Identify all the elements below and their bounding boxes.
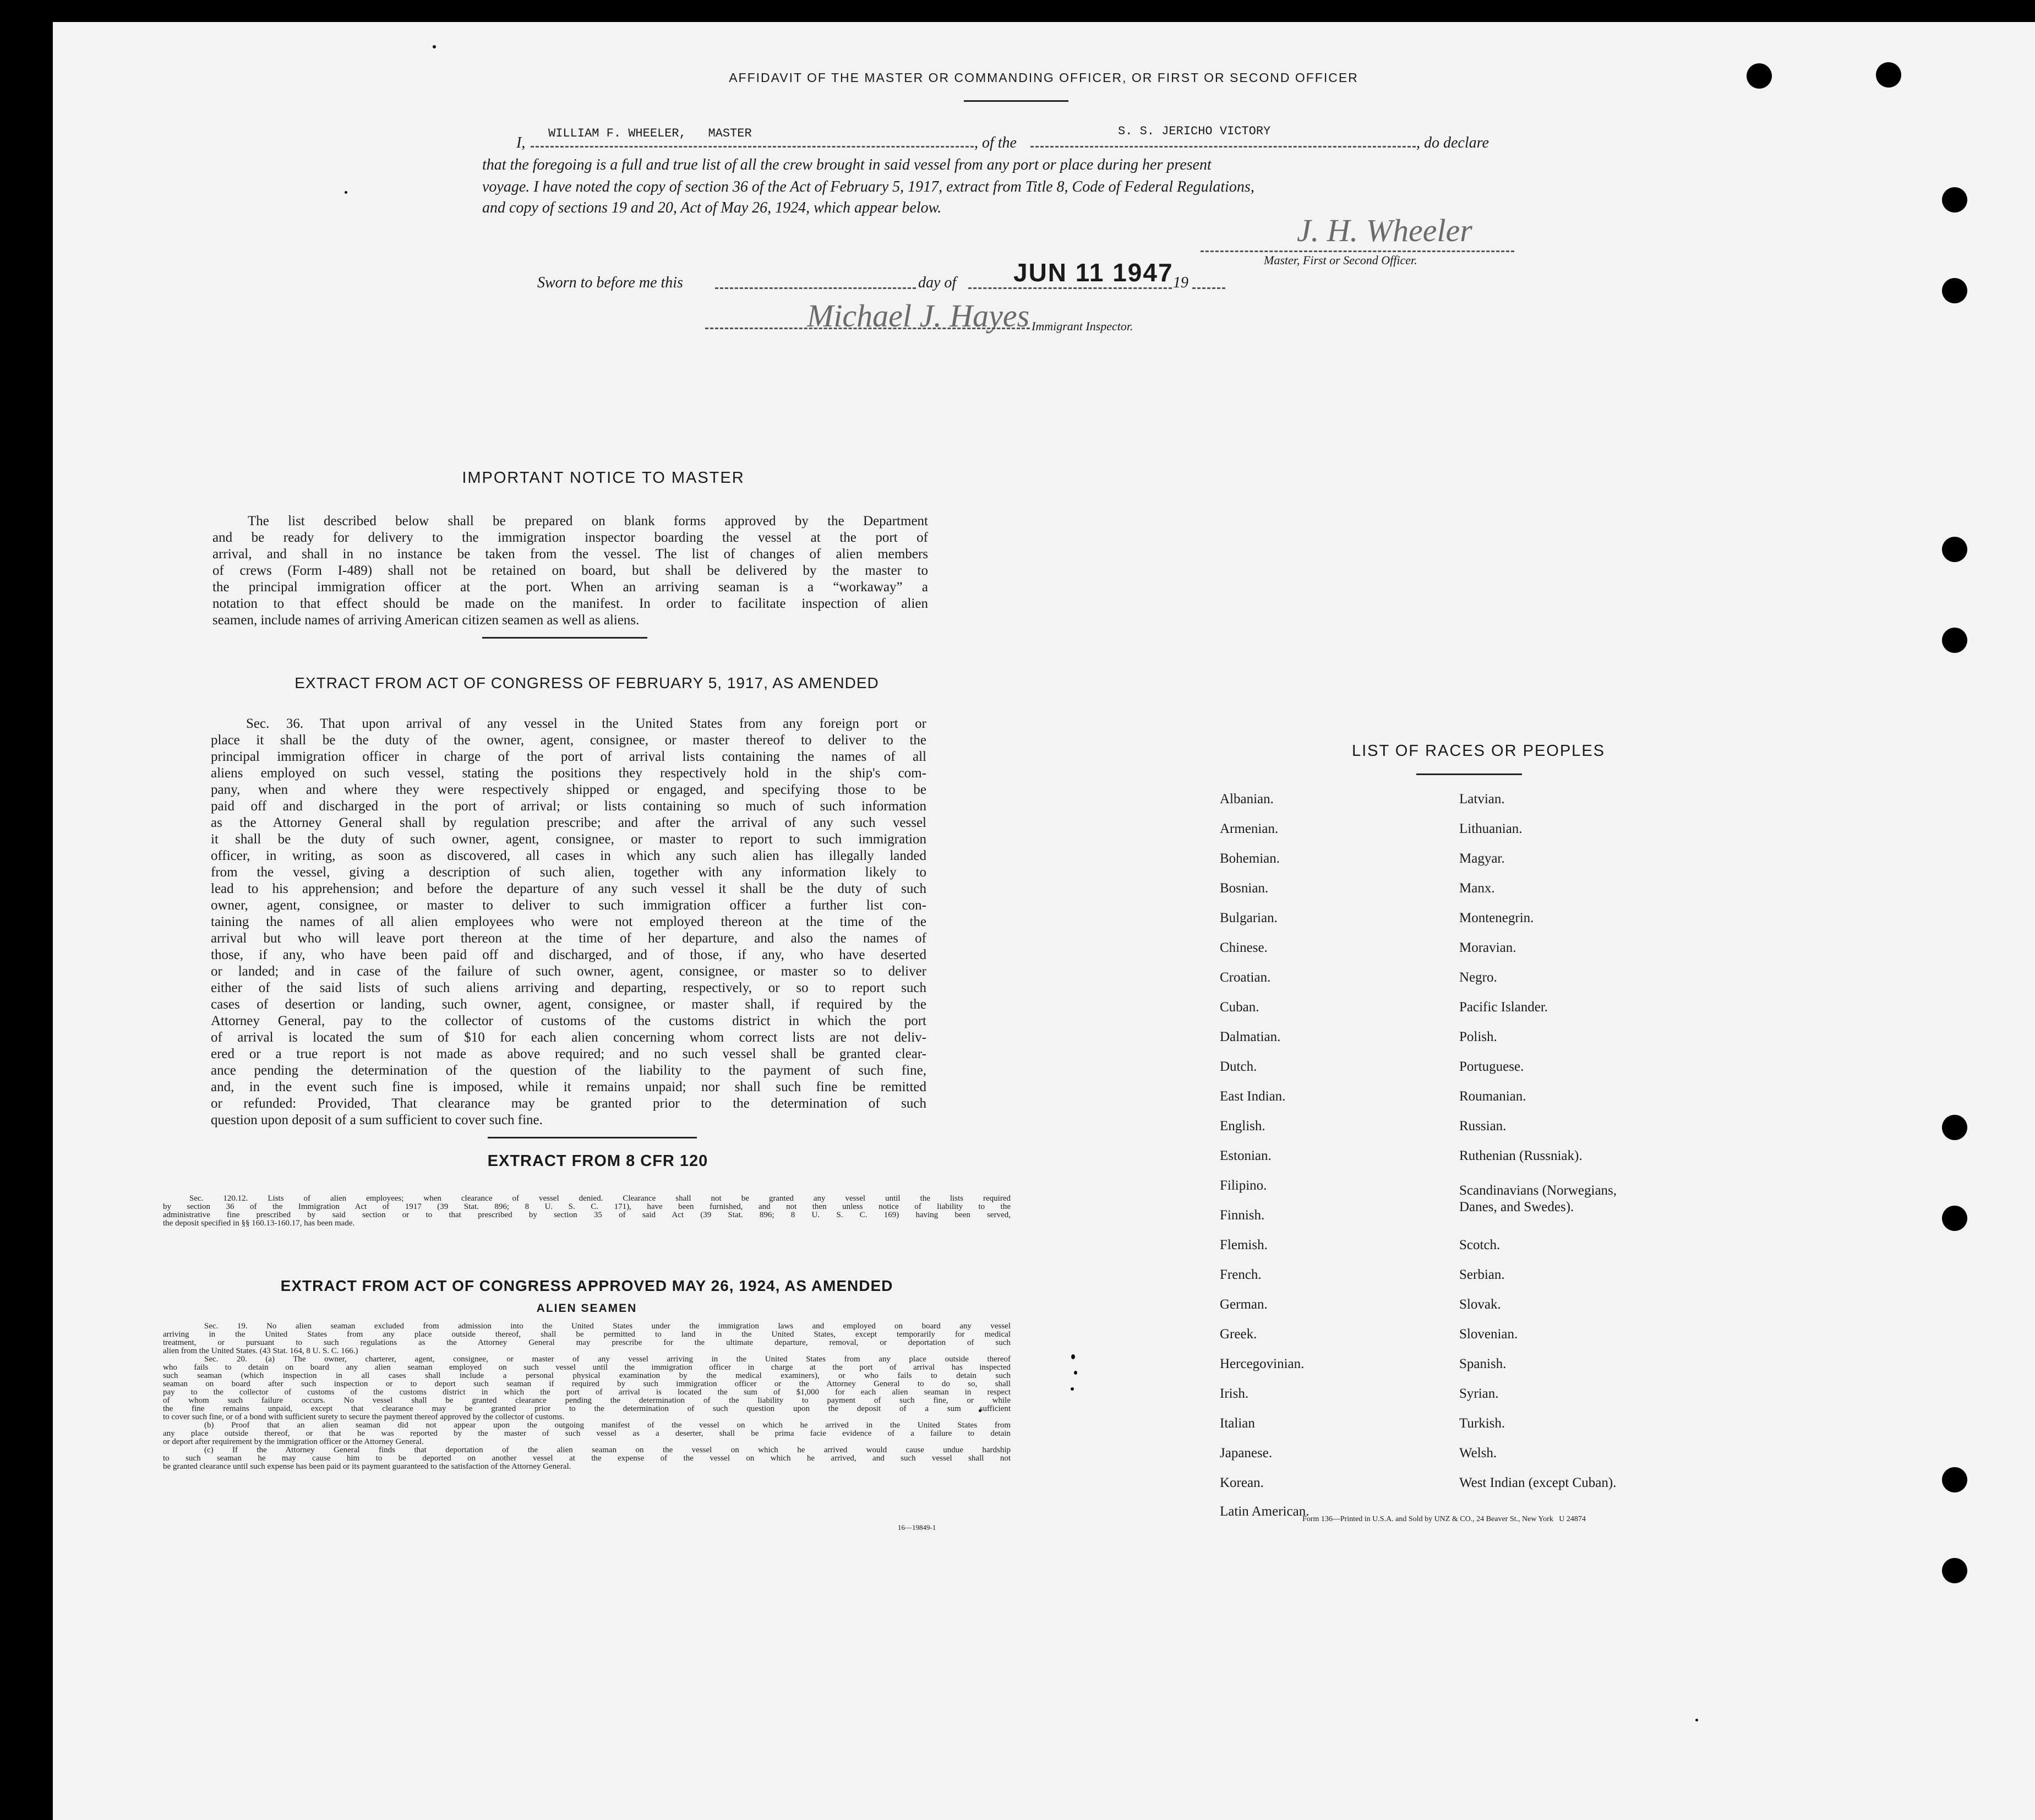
extract-1924-line: (c) If the Attorney General finds that deportation of the alien seaman on the vessel on which he arrived would cause undue hardship [204, 1446, 1011, 1454]
sworn-month-line [968, 287, 1172, 289]
extract-1917-line: pany, when and where they were respectively shipped or engaged, and specifying those to be [211, 782, 926, 797]
punch-hole [1942, 537, 1967, 562]
race-item: Albanian. [1220, 792, 1274, 807]
race-item: West Indian (except Cuban). [1459, 1475, 1617, 1490]
race-item: Irish. [1220, 1386, 1249, 1401]
notice-line: notation to that effect should be made on the manifest. In order to facilitate inspection of alien [212, 596, 928, 611]
extract-1917-line: either of the said lists of such aliens arriving and departing, respectively, or so to report such [211, 980, 926, 995]
punch-hole [1942, 1206, 1967, 1231]
race-item: Japanese. [1220, 1446, 1273, 1461]
race-item: Serbian. [1459, 1267, 1505, 1282]
race-item: Cuban. [1220, 1000, 1259, 1015]
race-item: Polish. [1459, 1029, 1497, 1044]
extract-1917-line: and, in the event such fine is imposed, while it remains unpaid; nor shall such fine be remitted [211, 1080, 926, 1094]
extract-1917-line: or refunded: Provided, That clearance may be granted prior to the determination of such [211, 1096, 926, 1111]
race-item: Hercegovinian. [1220, 1356, 1305, 1371]
affidavit-title: AFFIDAVIT OF THE MASTER OR COMMANDING OFFICER, OR FIRST OR SECOND OFFICER [729, 70, 1359, 85]
extract-1917-line: it shall be the duty of such owner, agent, consignee, or master to report to such immigration [211, 832, 926, 847]
race-item: Chinese. [1220, 940, 1268, 955]
race-item: Ruthenian (Russniak). [1459, 1148, 1583, 1163]
punch-hole [1747, 63, 1772, 89]
extract-1917-line: paid off and discharged in the port of arrival; or lists containing so much of such information [211, 799, 926, 814]
race-item: Slovak. [1459, 1297, 1501, 1312]
race-item: Greek. [1220, 1327, 1257, 1342]
race-item: Croatian. [1220, 970, 1271, 985]
speck [433, 45, 436, 48]
inspector-signature-line [705, 328, 1030, 329]
notice-line: The list described below shall be prepared on blank forms approved by the Department [248, 514, 928, 528]
year-prefix: 19 [1173, 274, 1188, 291]
vessel-name-line [1030, 146, 1416, 148]
sworn-label: Sworn to before me this [537, 274, 683, 291]
extract-1924-line: pay to the collector of customs of the customs district in which the port of arrival is located the sum of $1,000 for each alien seaman in respect [163, 1388, 1011, 1397]
cfr-body [163, 1195, 1011, 1228]
races-title: LIST OF RACES OR PEOPLES [1351, 742, 1606, 760]
extract-1924-line: the fine remains unpaid, except that clearance may be granted prior to the determination of such question upon the deposit of a sum sufficient [163, 1404, 1011, 1413]
race-item: Slovenian. [1459, 1327, 1518, 1342]
extract-1917-line: as the Attorney General shall by regulation prescribe; and after the arrival of any such vessel [211, 815, 926, 830]
extract-1917-body [211, 716, 926, 1129]
master-signature: J. H. Wheeler [1297, 212, 1472, 248]
cfr-title: EXTRACT FROM 8 CFR 120 [487, 1152, 708, 1170]
extract-1924-line: to such seaman he may cause him to be deported on another vessel at the expense of the vessel on which he arrived, and such vessel shall not [163, 1454, 1011, 1463]
race-item: Lithuanian. [1459, 821, 1523, 836]
extract-1917-line: or landed; and in case of the failure of such owner, agent, consignee, or master so to deliver [211, 964, 926, 979]
punch-hole [1942, 1115, 1967, 1140]
extract-1917-line: of arrival is located the sum of $10 for each alien concerning whom correct lists are not deliv- [211, 1030, 926, 1045]
race-item: English. [1220, 1119, 1265, 1134]
extract-1924-body [163, 1322, 1011, 1471]
race-item: Moravian. [1459, 940, 1516, 955]
punch-hole [1942, 278, 1967, 303]
extract-1924-subtitle: ALIEN SEAMEN [536, 1302, 637, 1315]
punch-hole [1942, 1558, 1967, 1583]
cfr-line: administrative fine prescribed by said section or to that prescribed by section 35 of said Act (39 Stat. 896; 8 U. S. C. 169) having been served, [163, 1211, 1011, 1219]
cfr-line: the deposit specified in §§ 160.13-160.17, has been made. [163, 1219, 355, 1228]
race-item: Bulgarian. [1220, 911, 1278, 925]
punch-hole [1942, 187, 1967, 212]
extract-1924-line: seaman on board after such inspection or to deport such seaman if required by such immigration officer or the Attorney General to do so, shall [163, 1380, 1011, 1388]
race-item: Italian [1220, 1416, 1255, 1431]
divider [482, 637, 647, 639]
race-item: Flemish. [1220, 1238, 1268, 1252]
extract-1924-line: of whom such failure occurs. No vessel shall be granted clearance pending the determination of the liability to payment of such fine, or while [163, 1396, 1011, 1405]
notice-line: of crews (Form I-489) shall not be retained on board, but shall be delivered by the master to [212, 563, 928, 578]
sworn-day-line [715, 287, 916, 289]
race-item: Armenian. [1220, 821, 1279, 836]
divider [964, 100, 1068, 102]
extract-1924-line: who fails to detain on board any alien seaman employed on such vessel until the immigration officer in charge at the port of arrival has inspected [163, 1363, 1011, 1372]
sworn-year-line [1192, 287, 1225, 289]
extract-1924-line: Sec. 19. No alien seaman excluded from admission into the United States under the immigration laws and employed on board any vessel [204, 1322, 1011, 1331]
race-item: Scotch. [1459, 1238, 1501, 1252]
race-item: French. [1220, 1267, 1262, 1282]
race-item: Negro. [1459, 970, 1497, 985]
race-item: Turkish. [1459, 1416, 1505, 1431]
master-name-field: WILLIAM F. WHEELER, MASTER [548, 127, 752, 140]
extract-1917-line: ance pending the determination of the question of the liability to the payment of such fine, [211, 1063, 926, 1078]
inspector-signature: Michael J. Hayes [807, 298, 1030, 334]
master-signature-line [1201, 250, 1514, 252]
master-signature-caption: Master, First or Second Officer. [1264, 253, 1417, 267]
notice-body [212, 513, 928, 629]
extract-1924-line: (b) Proof that an alien seaman did not appear upon the outgoing manifest of the vessel on which he arrived in the United States from [204, 1421, 1011, 1430]
extract-1924-line: treatment, or pursuant to such regulations as the Attorney General may prescribe for the ultimate departure, removal, or deportation of such [163, 1338, 1011, 1347]
notice-line: arrival, and shall in no instance be taken from the vessel. The list of changes of alien members [212, 547, 928, 562]
race-item: Latvian. [1459, 792, 1505, 807]
race-item: Roumanian. [1459, 1089, 1526, 1104]
race-item: Finnish. [1220, 1208, 1265, 1223]
extract-1924-line: Sec. 20. (a) The owner, charterer, agent, consignee, or master of any vessel arriving in the United States from any place outside thereof [204, 1355, 1011, 1364]
document-page [53, 22, 2035, 1820]
race-item: Dutch. [1220, 1059, 1257, 1074]
notice-title: IMPORTANT NOTICE TO MASTER [462, 469, 745, 487]
extract-1917-line: lead to his apprehension; and before the departure of any such vessel it shall be the duty of such [211, 881, 926, 896]
notice-line: the principal immigration officer at the port. When an arriving seaman is a “workaway” a [212, 580, 928, 595]
extract-1917-line: Sec. 36. That upon arrival of any vessel in the United States from any foreign port or [246, 716, 926, 731]
race-item: Bosnian. [1220, 881, 1269, 896]
divider [1416, 773, 1522, 775]
extract-1917-line: cases of desertion or landing, such owner, agent, consignee, or master shall, if required by the [211, 997, 926, 1012]
day-of-label: day of [918, 274, 957, 291]
race-item: Estonian. [1220, 1148, 1272, 1163]
race-item: Portuguese. [1459, 1059, 1524, 1074]
extract-1917-title: EXTRACT FROM ACT OF CONGRESS OF FEBRUARY 5, 1917, AS AMENDED [294, 674, 879, 691]
extract-1917-line: taining the names of all alien employees who were not employed thereon at the time of the [211, 914, 926, 929]
affidavit-do-declare: , do declare [1416, 134, 1489, 151]
race-item: Dalmatian. [1220, 1029, 1281, 1044]
race-item: Manx. [1459, 881, 1495, 896]
cfr-line: Sec. 120.12. Lists of alien employees; when clearance of vessel denied. Clearance shall not be granted any vessel until the lists required [189, 1194, 1011, 1203]
extract-1917-line: place it shall be the duty of the owner, agent, consignee, or master thereof to deliver to the [211, 733, 926, 748]
race-item: Magyar. [1459, 851, 1505, 866]
extract-1924-line: any place outside thereof, or that he was reported by the master of such vessel as a deserter, shall be prima facie evidence of a failure to detain [163, 1429, 1011, 1438]
vessel-name-field: S. S. JERICHO VICTORY [1118, 124, 1271, 138]
race-item: German. [1220, 1297, 1268, 1312]
affidavit-body-line-1: that the foregoing is a full and true list of all the crew brought in said vessel from any port or place during her present [482, 156, 1212, 173]
race-item: Spanish. [1459, 1356, 1507, 1371]
race-item: Syrian. [1459, 1386, 1499, 1401]
notice-line: seamen, include names of arriving American citizen seamen as well as aliens. [212, 613, 640, 628]
affidavit-body-line-2: voyage. I have noted the copy of section 36 of the Act of February 5, 1917, extract from Title 8, Code of Federal Regulations, [482, 178, 1254, 195]
race-item: Bohemian. [1220, 851, 1280, 866]
extract-1924-line: to cover such fine, or of a bond with sufficient surety to secure the payment thereof approved by the collector of customs. [163, 1413, 565, 1421]
race-item: Scandinavians (Norwegians, Danes, and Swedes). [1459, 1183, 1617, 1214]
inspector-caption: Immigrant Inspector. [1032, 319, 1133, 333]
extract-1917-line: principal immigration officer in charge of the port of arrival lists containing the names of all [211, 749, 926, 764]
cfr-line: by section 36 of the Immigration Act of 1917 (39 Stat. 896; 8 U. S. C. 171), have been furnished, and not then unless notice of liability to the [163, 1202, 1011, 1211]
race-item: Korean. [1220, 1475, 1264, 1490]
punch-hole [1942, 628, 1967, 653]
extract-1917-line: ered or a true report is not made as above required; and no such vessel shall be granted clear- [211, 1047, 926, 1061]
affidavit-i-label: I, [516, 134, 526, 151]
race-item: Russian. [1459, 1119, 1507, 1134]
extract-1924-line: be granted clearance until such expense has been paid or its payment guaranteed to the satisfaction of the Attorney General. [163, 1462, 571, 1471]
extract-1924-line: or deport after requirement by the immigration officer or the Attorney General. [163, 1437, 424, 1446]
divider [488, 1137, 697, 1138]
race-item: Latin American. [1220, 1504, 1310, 1519]
extract-1917-line: owner, agent, consignee, or master to deliver to such immigration officer a further list con- [211, 898, 926, 913]
notice-line: and be ready for delivery to the immigration inspector boarding the vessel at the port of [212, 530, 928, 545]
race-item: East Indian. [1220, 1089, 1286, 1104]
speck [1071, 1354, 1075, 1359]
speck [1695, 1719, 1698, 1721]
form-print-line: Form 136—Printed in U.S.A. and Sold by UNZ & CO., 24 Beaver St., New York U 24874 [1302, 1515, 1586, 1523]
print-code: 16—19849-1 [898, 1523, 936, 1532]
extract-1917-line: those, if any, who have been paid off and discharged, and of those, if any, who have deserted [211, 947, 926, 962]
affidavit-of-the: , of the [974, 134, 1017, 151]
extract-1917-line: arrival but who will leave port thereon at the time of her departure, and also the names of [211, 931, 926, 946]
speck [1074, 1371, 1077, 1375]
date-stamp: JUN 11 1947 [1013, 258, 1174, 287]
extract-1924-title: EXTRACT FROM ACT OF CONGRESS APPROVED MAY 26, 1924, AS AMENDED [280, 1277, 893, 1294]
extract-1917-line: officer, in writing, as soon as discovered, all cases in which any such alien has illegally landed [211, 848, 926, 863]
extract-1924-line: alien from the United States. (43 Stat. 164, 8 U. S. C. 166.) [163, 1347, 358, 1355]
master-name-line [531, 146, 974, 148]
extract-1917-line: question upon deposit of a sum sufficient to cover such fine. [211, 1113, 543, 1127]
punch-hole [1876, 62, 1901, 88]
race-item: Filipino. [1220, 1178, 1267, 1193]
race-item: Montenegrin. [1459, 911, 1534, 925]
extract-1924-line: such seaman (which inspection in all cases shall include a personal physical examination by the medical examiners), or who fails to detain such [163, 1371, 1011, 1380]
speck [345, 191, 347, 194]
race-item: Pacific Islander. [1459, 1000, 1548, 1015]
extract-1917-line: from the vessel, giving a description of such alien, together with any information likely to [211, 865, 926, 880]
extract-1924-line: arriving in the United States from any place outside thereof, shall be permitted to land in the United States, except temporarily for medical [163, 1330, 1011, 1339]
extract-1917-line: aliens employed on such vessel, stating the positions they respectively hold in the ship's com- [211, 766, 926, 781]
punch-hole [1942, 1467, 1967, 1492]
speck [1071, 1387, 1074, 1391]
extract-1917-line: Attorney General, pay to the collector of customs of the customs district in which the port [211, 1013, 926, 1028]
affidavit-body-line-3: and copy of sections 19 and 20, Act of May 26, 1924, which appear below. [482, 199, 942, 216]
race-item: Welsh. [1459, 1446, 1497, 1461]
